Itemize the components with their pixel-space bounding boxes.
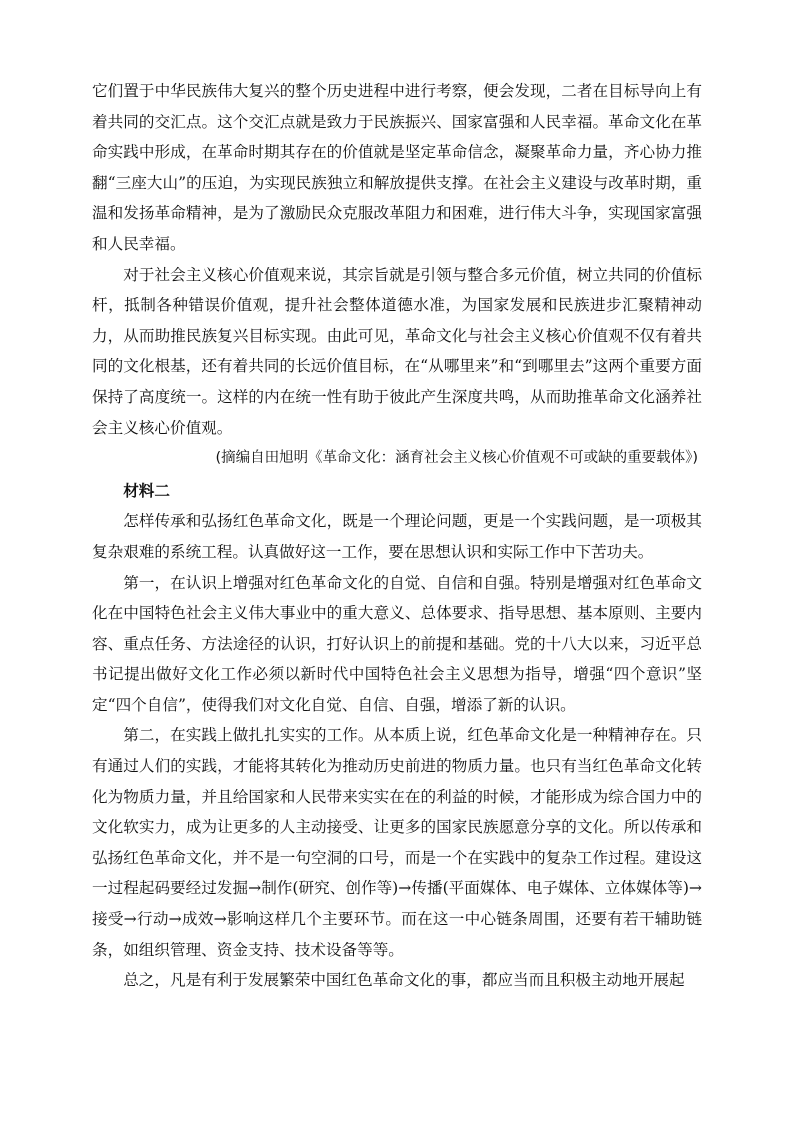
material2-paragraph-1: 怎样传承和弘扬红色革命文化，既是一个理论问题，更是一个实践问题，是一项极其复杂艰难的系统工程。认真做好这一工作，要在思想认识和实际工作中下苦功夫。: [92, 512, 702, 561]
material2-paragraph-2: 第一，在认识上增强对红色革命文化的自觉、自信和自强。特别是增强对红色革命文化在中国特色社会主义伟大事业中的重大意义、总体要求、指导思想、基本原则、主要内容、重点任务、方法途径的认识，打好认识上的前提和基础。党的十八大以来，习近平总书记提出做好文化工作必须以新时代中国特色社会主义思想为指导，增强“四个意识”坚定“四个自信”，使得我们对文化自觉、自信、自强，增添了新的认识。: [92, 573, 702, 714]
material1-paragraph-2: 对于社会主义核心价值观来说，其宗旨就是引领与整合多元价值，树立共同的价值标杆，抵制各种错误价值观，提升社会整体道德水准，为国家发展和民族进步汇聚精神动力，从而助推民族复兴目标实现。由此可见，革命文化与社会主义核心价值观不仅有着共同的文化根基，还有着共同的长远价值目标，在“从哪里来”和“到哪里去”这两个重要方面保持了高度统一。这样的内在统一性有助于彼此产生深度共鸣，从而助推革命文化涵养社会主义核心价值观。: [92, 265, 702, 437]
material2-heading: 材料二: [123, 481, 170, 500]
material1-source-citation: (摘编自田旭明《革命文化：涵育社会主义核心价值观不可或缺的重要载体》): [215, 450, 698, 467]
material2-paragraph-3: 第二，在实践上做扎扎实实的工作。从本质上说，红色革命文化是一种精神存在。只有通过人们的实践，才能将其转化为推动历史前进的物质力量。也只有当红色革命文化转化为物质力量，并且给国家和人民带来实实在在的利益的时候，才能形成为综合国力中的文化软实力，成为让更多的人主动接受、让更多的国家民族愿意分享的文化。所以传承和弘扬红色革命文化，并不是一句空洞的口号，而是一个在实践中的复杂工作过程。建设这一过程起码要经过发掘→制作(研究、创作等)→传播(平面媒体、电子媒体、立体媒体等)→接受→行动→成效→影响这样几个主要环节。而在这一中心链条周围，还要有若干辅助链条，如组织管理、资金支持、技术设备等等。: [92, 726, 702, 959]
material1-paragraph-1: 它们置于中华民族伟大复兴的整个历史进程中进行考察，便会发现，二者在目标导向上有着共同的交汇点。这个交汇点就是致力于民族振兴、国家富强和人民幸福。革命文化在革命实践中形成，在革命时期其存在的价值就是坚定革命信念，凝聚革命力量，齐心协力推翻“三座大山”的压迫，为实现民族独立和解放提供支撑。在社会主义建设与改革时期，重温和发扬革命精神，是为了激励民众克服改革阻力和困难，进行伟大斗争，实现国家富强和人民幸福。: [92, 82, 702, 253]
material2-paragraph-4: 总之，凡是有利于发展繁荣中国红色革命文化的事，都应当而且积极主动地开展起: [123, 971, 685, 990]
